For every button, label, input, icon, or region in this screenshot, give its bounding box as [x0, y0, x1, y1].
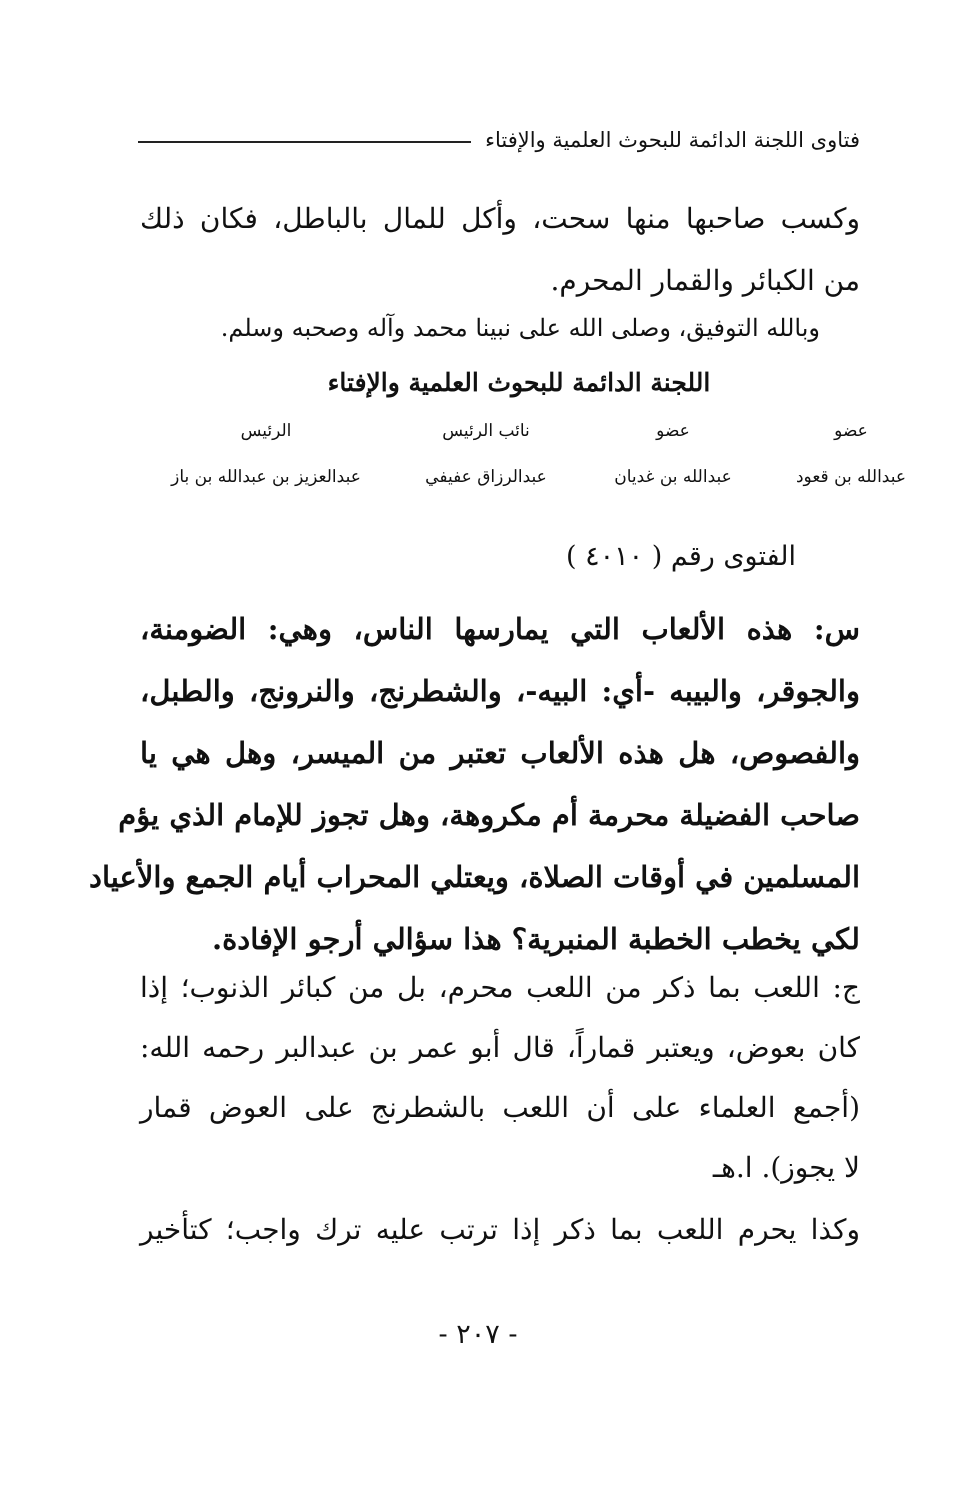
- committee-title: اللجنة الدائمة للبحوث العلمية والإفتاء: [327, 368, 711, 397]
- page-number: - ٢٠٧ -: [438, 1319, 518, 1350]
- signatory-name: عبدالرزاق عفيفي: [425, 467, 547, 487]
- signatory-name: عبدالله بن غديان: [614, 467, 732, 487]
- signatory-president: [146, 420, 386, 488]
- intro-line: وكسب صاحبها منها سحت، وأكل للمال بالباطل، فكان ذلك: [140, 202, 860, 235]
- question-line: لكي يخطب الخطبة المنبرية؟ هذا سؤالي أرجو الإفادة.: [211, 922, 860, 956]
- question-line: والجوقر، والبيبه -أي: البيه-، والشطرنج، والنرونج، والطبل،: [140, 674, 860, 708]
- header-rule: [138, 141, 471, 143]
- answer-paragraph: [140, 958, 860, 1198]
- signatory-role: الرئيس: [240, 421, 292, 441]
- signatory-member-1: [786, 420, 916, 488]
- answer-line: (أجمع العلماء على أن اللعب بالشطرنج على العوض قمار: [140, 1091, 860, 1124]
- signatory-role: عضو: [834, 421, 868, 441]
- question-line: صاحب الفضيلة محرمة أم مكروهة، وهل تجوز للإمام الذي يؤم: [118, 798, 860, 832]
- question-line: والفصوص، هل هذه الألعاب تعتبر من الميسر، وهل هي يا: [140, 736, 860, 770]
- question-paragraph: [89, 598, 860, 970]
- signatory-vice-president: [406, 420, 566, 488]
- signatory-role: نائب الرئيس: [442, 421, 530, 441]
- answer-line: لا يجوز). ا.هـ: [712, 1151, 860, 1184]
- question-line: المسلمين في أوقات الصلاة، ويعتلي المحراب أيام الجمع والأعياد: [89, 860, 860, 894]
- running-header: [138, 120, 860, 160]
- answer-line: ج: اللعب بما ذكر من اللعب محرم، بل من كبائر الذنوب؛ إذا: [140, 971, 860, 1004]
- signatory-member-2: [598, 420, 748, 488]
- continuation-paragraph: [140, 1200, 860, 1260]
- signatory-name: عبدالله بن قعود: [795, 467, 906, 487]
- fatwa-number: الفتوى رقم ( ٤٠١٠ ): [566, 541, 796, 572]
- intro-paragraph: [140, 188, 860, 312]
- running-header-title: فتاوى اللجنة الدائمة للبحوث العلمية والإفتاء: [485, 128, 860, 152]
- answer-line: كان بعوض، ويعتبر قماراً، قال أبو عمر بن عبدالبر رحمه الله:: [140, 1031, 860, 1064]
- closing-formula: وبالله التوفيق، وصلى الله على نبينا محمد وآله وصحبه وسلم.: [220, 314, 820, 342]
- continuation-line: وكذا يحرم اللعب بما ذكر إذا ترتب عليه ترك واجب؛ كتأخير: [140, 1213, 860, 1246]
- intro-line: من الكبائر والقمار المحرم.: [550, 264, 860, 297]
- question-line: س: هذه الألعاب التي يمارسها الناس، وهي: الضومنة،: [140, 612, 860, 646]
- signatory-role: عضو: [656, 421, 690, 441]
- signatory-name: عبدالعزيز بن عبدالله بن باز: [171, 467, 361, 487]
